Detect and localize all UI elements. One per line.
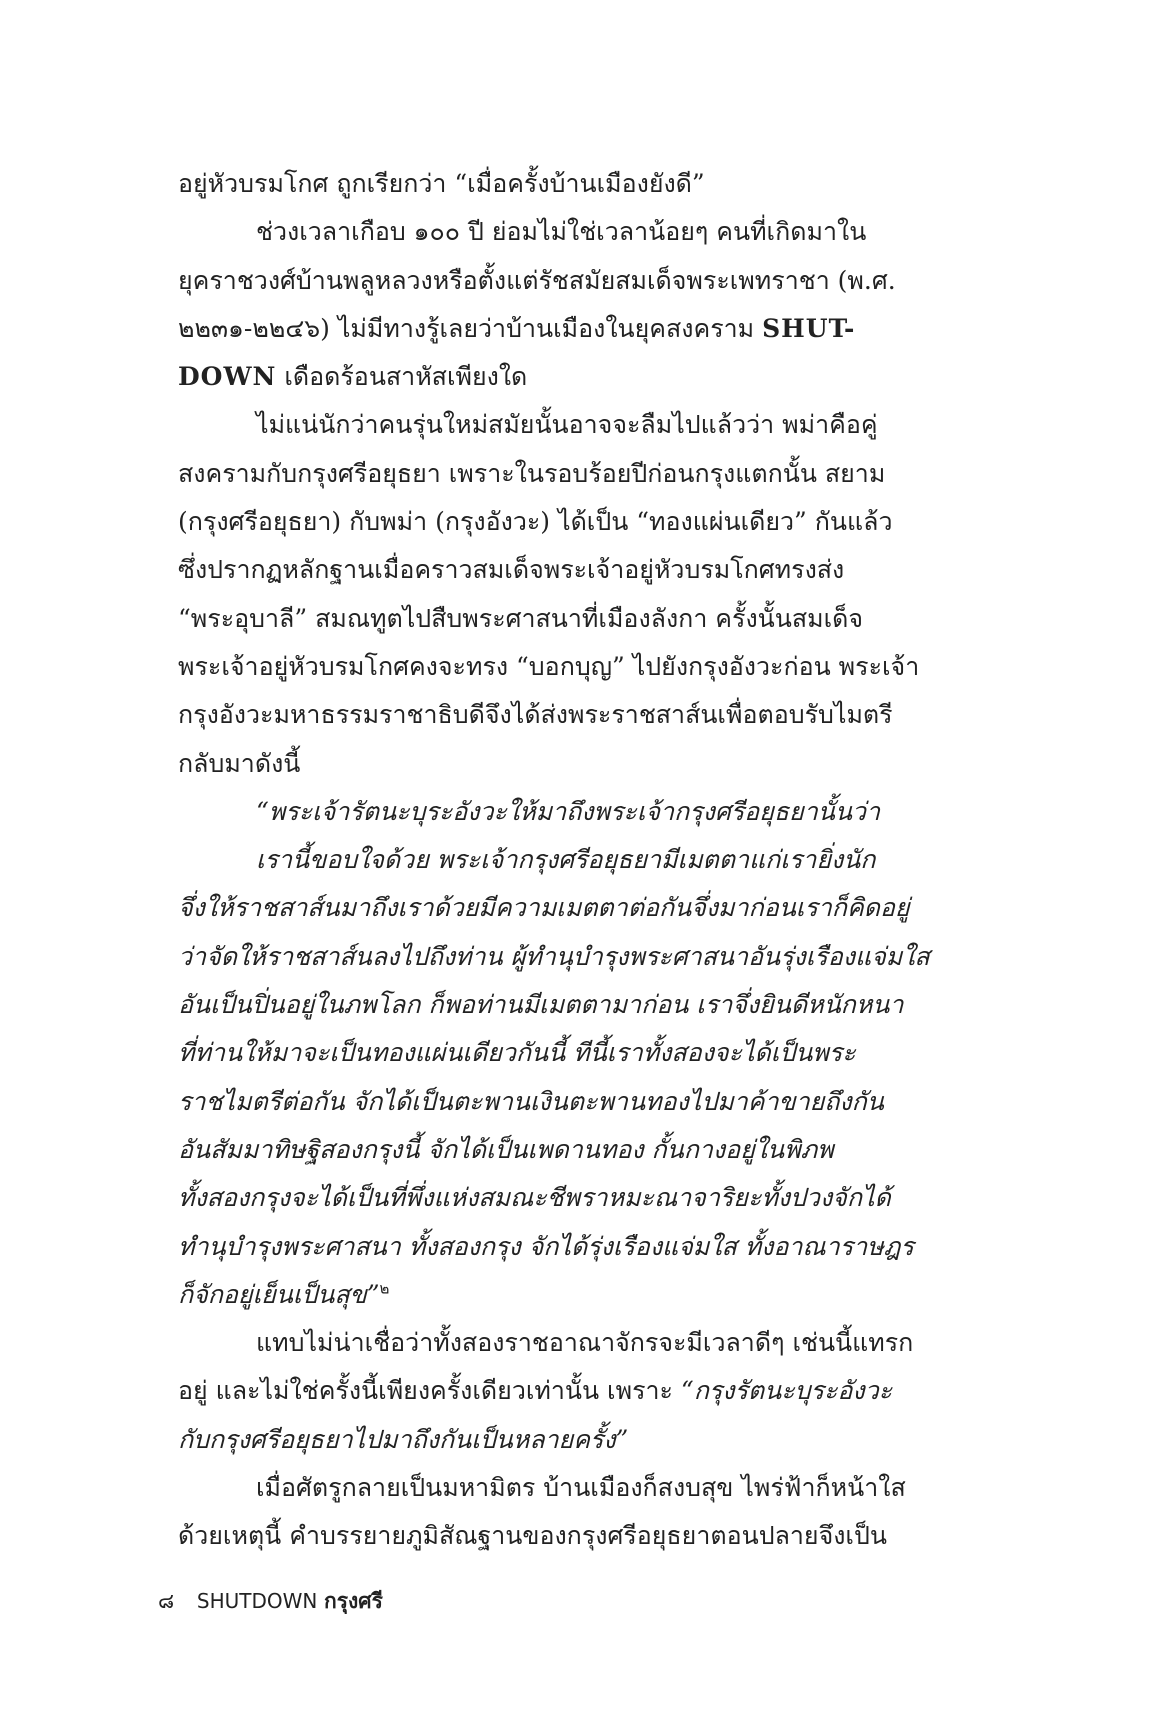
text-line: ไม่แน่นักว่าคนรุ่นใหม่สมัยนั้นอาจจะลืมไปแล้วว่า พม่าคือคู่ (256, 410, 878, 440)
text-line: เมื่อศัตรูกลายเป็นมหามิตร บ้านเมืองก็สงบสุข ไพร่ฟ้าก็หน้าใส (256, 1473, 906, 1503)
footnote-marker: ๒ (379, 1279, 390, 1298)
quote-line: ราชไมตรีต่อกัน จักได้เป็นตะพานเงินตะพานทองไปมาค้าขายถึงกัน (178, 1086, 884, 1116)
book-title: SHUTDOWN (196, 1589, 318, 1613)
text-line: “พระอุบาลี” สมณทูตไปสืบพระศาสนาที่เมืองลังกา ครั้งนั้นสมเด็จ (178, 603, 864, 633)
text-line: ช่วงเวลาเกือบ ๑๐๐ ปี ย่อมไม่ใช่เวลาน้อยๆ คนที่เกิดมาใน (256, 217, 867, 247)
quote-line: ทั้งสองกรุงจะได้เป็นที่พึ่งแห่งสมณะชีพราหมะณาจาริยะทั้งปวงจักได้ (178, 1183, 891, 1213)
quote-line (178, 1271, 938, 1319)
text-line: (กรุงศรีอยุธยา) กับพม่า (กรุงอังวะ) ได้เป็น “ทองแผ่นเดียว” กันแล้ว (178, 507, 893, 537)
text-line: กรุงอังวะมหาธรรมราชาธิบดีจึงได้ส่งพระราชสาส์นเพื่อตอบรับไมตรี (178, 700, 893, 730)
quote-line: ทำนุบำรุงพระศาสนา ทั้งสองกรุง จักได้รุ่งเรืองแจ่มใส ทั้งอาณาราษฎร (178, 1231, 914, 1261)
quote-line: ที่ท่านให้มาจะเป็นทองแผ่นเดียวกันนี้ ทีนี้เราทั้งสองจะได้เป็นพระ (178, 1038, 856, 1068)
text-segment: เดือดร้อนสาหัสเพียงใด (284, 362, 528, 392)
quote-line: “พระเจ้ารัตนะบุระอังวะให้มาถึงพระเจ้ากรุงศรีอยุธยานั้นว่า (256, 796, 880, 826)
text-segment: อยู่ และไม่ใช่ครั้งนี้เพียงครั้งเดียวเท่านั้น เพราะ (178, 1376, 673, 1406)
text-line: สงครามกับกรุงศรีอยุธยา เพราะในรอบร้อยปีก่อนกรุงแตกนั้น สยาม (178, 458, 886, 488)
text-line: ซึ่งปรากฏหลักฐานเมื่อคราวสมเด็จพระเจ้าอยู่หัวบรมโกศทรงส่ง (178, 555, 845, 585)
text-segment: ก็จักอยู่เย็นเป็นสุข” (178, 1279, 380, 1309)
text-line: อยู่หัวบรมโกศ ถูกเรียกว่า “เมื่อครั้งบ้านเมืองยังดี” (178, 169, 705, 198)
body-text (178, 160, 938, 1561)
quote-line: อันเป็นปิ่นอยู่ในภพโลก ก็พอท่านมีเมตตามาก่อน เราจึ่งยินดีหนักหนา (178, 990, 904, 1020)
quote-line: ว่าจัดให้ราชสาส์นลงไปถึงท่าน ผู้ทำนุบำรุงพระศาสนาอันรุ่งเรืองแจ่มใส (178, 941, 930, 971)
latin-term: SHUT- (762, 313, 856, 343)
book-title-thai: กรุงศรี (324, 1589, 383, 1613)
quote-line: กับกรุงศรีอยุธยาไปมาถึงกันเป็นหลายครั้ง” (178, 1424, 629, 1454)
text-line: พระเจ้าอยู่หัวบรมโกศคงจะทรง “บอกบุญ” ไปยังกรุงอังวะก่อน พระเจ้า (178, 651, 920, 681)
quote-line: อันสัมมาทิษฐิสองกรุงนี้ จักได้เป็นเพดานทอง กั้นกางอยู่ในพิภพ (178, 1134, 834, 1164)
text-line: กลับมาดังนี้ (178, 748, 301, 778)
text-line: แทบไม่น่าเชื่อว่าทั้งสองราชอาณาจักรจะมีเวลาดีๆ เช่นนี้แทรก (256, 1328, 914, 1358)
text-line (178, 353, 938, 401)
text-line (178, 305, 938, 353)
page-number: ๘ (158, 1589, 175, 1613)
quote-segment: “กรุงรัตนะบุระอังวะ (680, 1376, 893, 1406)
text-segment: ๒๒๓๑-๒๒๔๖) ไม่มีทางรู้เลยว่าบ้านเมืองในยุคสงคราม (178, 313, 755, 343)
page-footer (158, 1585, 383, 1618)
text-line: ยุคราชวงศ์บ้านพลูหลวงหรือตั้งแต่รัชสมัยสมเด็จพระเพทราชา (พ.ศ. (178, 265, 896, 295)
quote-line: เรานี้ขอบใจด้วย พระเจ้ากรุงศรีอยุธยามีเมตตาแก่เรายิ่งนัก (256, 845, 876, 875)
quote-line: จึ่งให้ราชสาส์นมาถึงเราด้วยมีความเมตตาต่อกันจึ่งมาก่อนเราก็คิดอยู่ (178, 893, 910, 923)
text-line: ด้วยเหตุนี้ คำบรรยายภูมิสัณฐานของกรุงศรีอยุธยาตอนปลายจึงเป็น (178, 1521, 887, 1551)
text-line (178, 1367, 938, 1415)
latin-term: DOWN (178, 362, 277, 392)
